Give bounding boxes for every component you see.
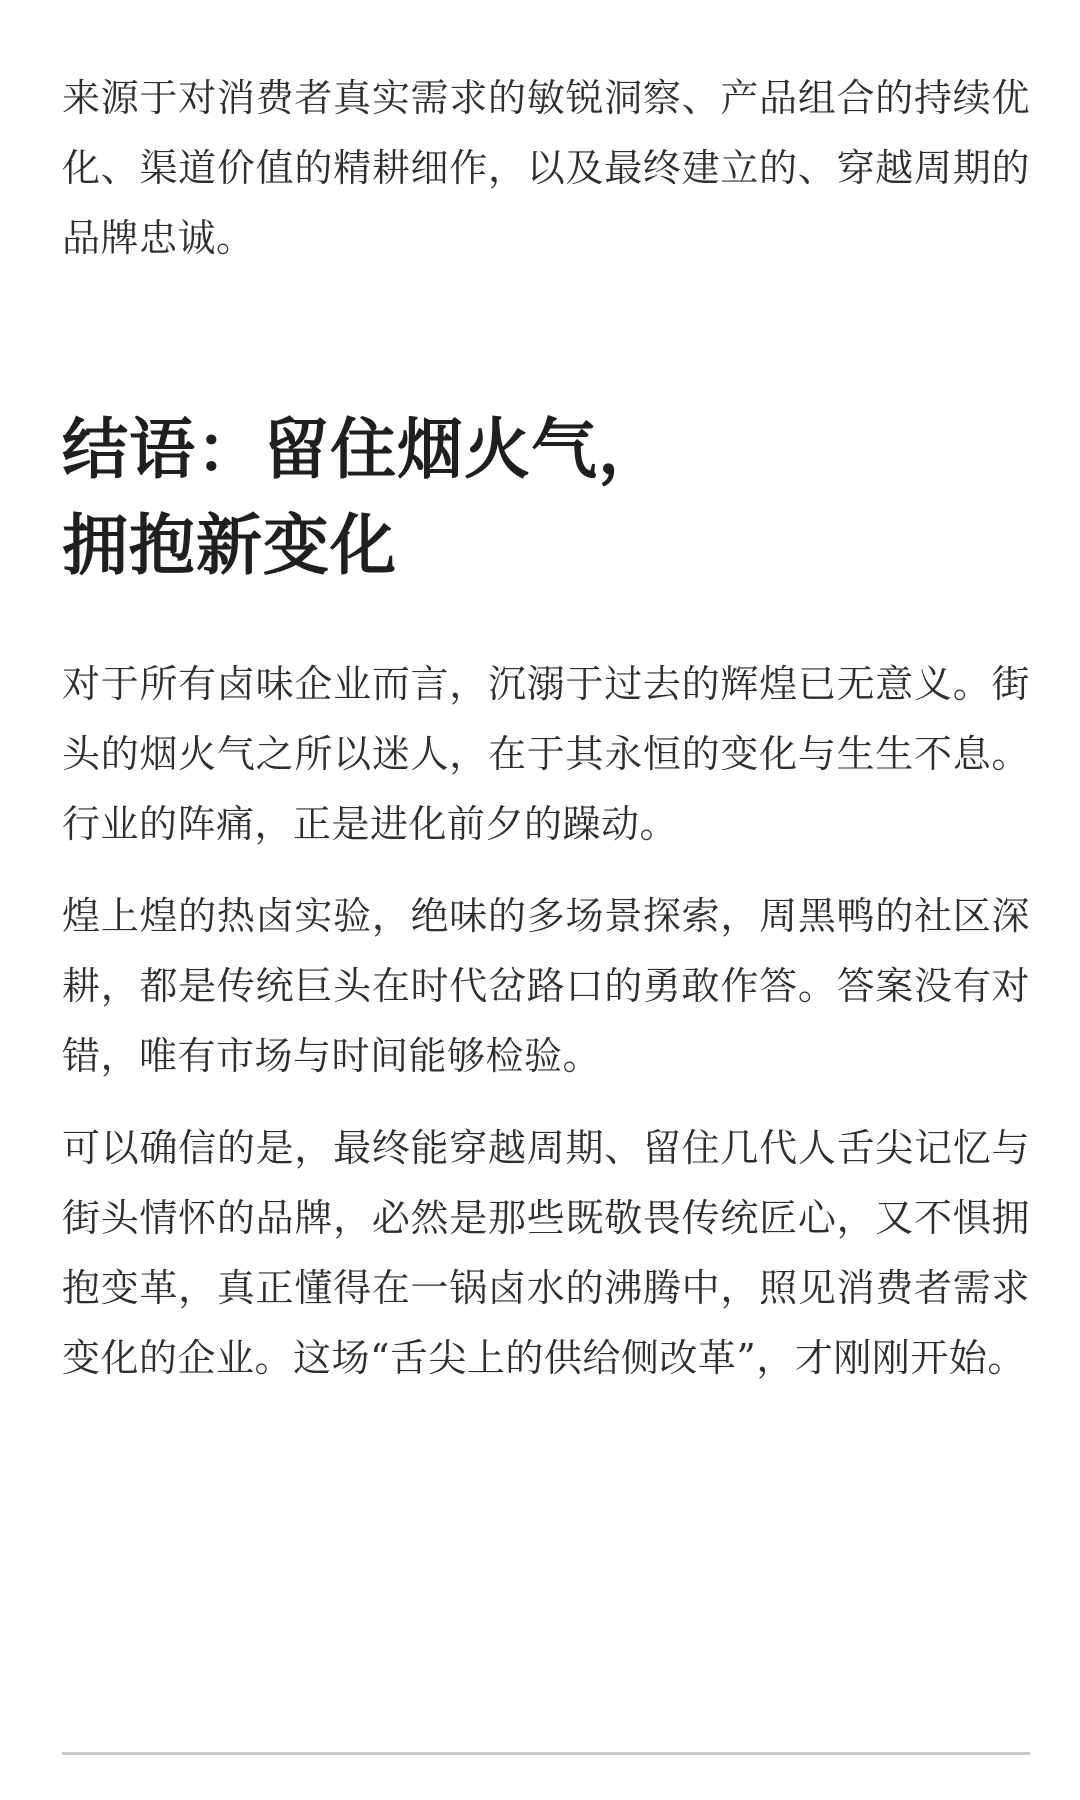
section-heading-line-1: 结语：留住烟火气， — [62, 410, 665, 488]
body-paragraph: 煌上煌的热卤实验，绝味的多场景探索，周黑鸭的社区深耕，都是传统巨头在时代岔路口的勇敢作答。答案没有对错，唯有市场与时间能够检验。 — [62, 894, 1030, 1078]
article-body — [62, 0, 1030, 1393]
section-body — [62, 649, 1030, 1393]
section-heading-line-2: 拥抱新变化 — [62, 506, 397, 584]
body-paragraph: 可以确信的是，最终能穿越周期、留住几代人舌尖记忆与街头情怀的品牌，必然是那些既敬畏传统匠心，又不惧拥抱变革，真正懂得在一锅卤水的沸腾中，照见消费者需求变化的企业。这场“舌尖上的供给侧改革”，才刚刚开始。 — [62, 1126, 1030, 1380]
body-paragraph: 对于所有卤味企业而言，沉溺于过去的辉煌已无意义。街头的烟火气之所以迷人，在于其永恒的变化与生生不息。行业的阵痛，正是进化前夕的躁动。 — [62, 662, 1030, 846]
intro-paragraph: 来源于对消费者真实需求的敏锐洞察、产品组合的持续优化、渠道价值的精耕细作，以及最终建立的、穿越周期的品牌忠诚。 — [62, 76, 1030, 260]
divider-line — [62, 1752, 1030, 1755]
section-heading — [62, 401, 1030, 593]
